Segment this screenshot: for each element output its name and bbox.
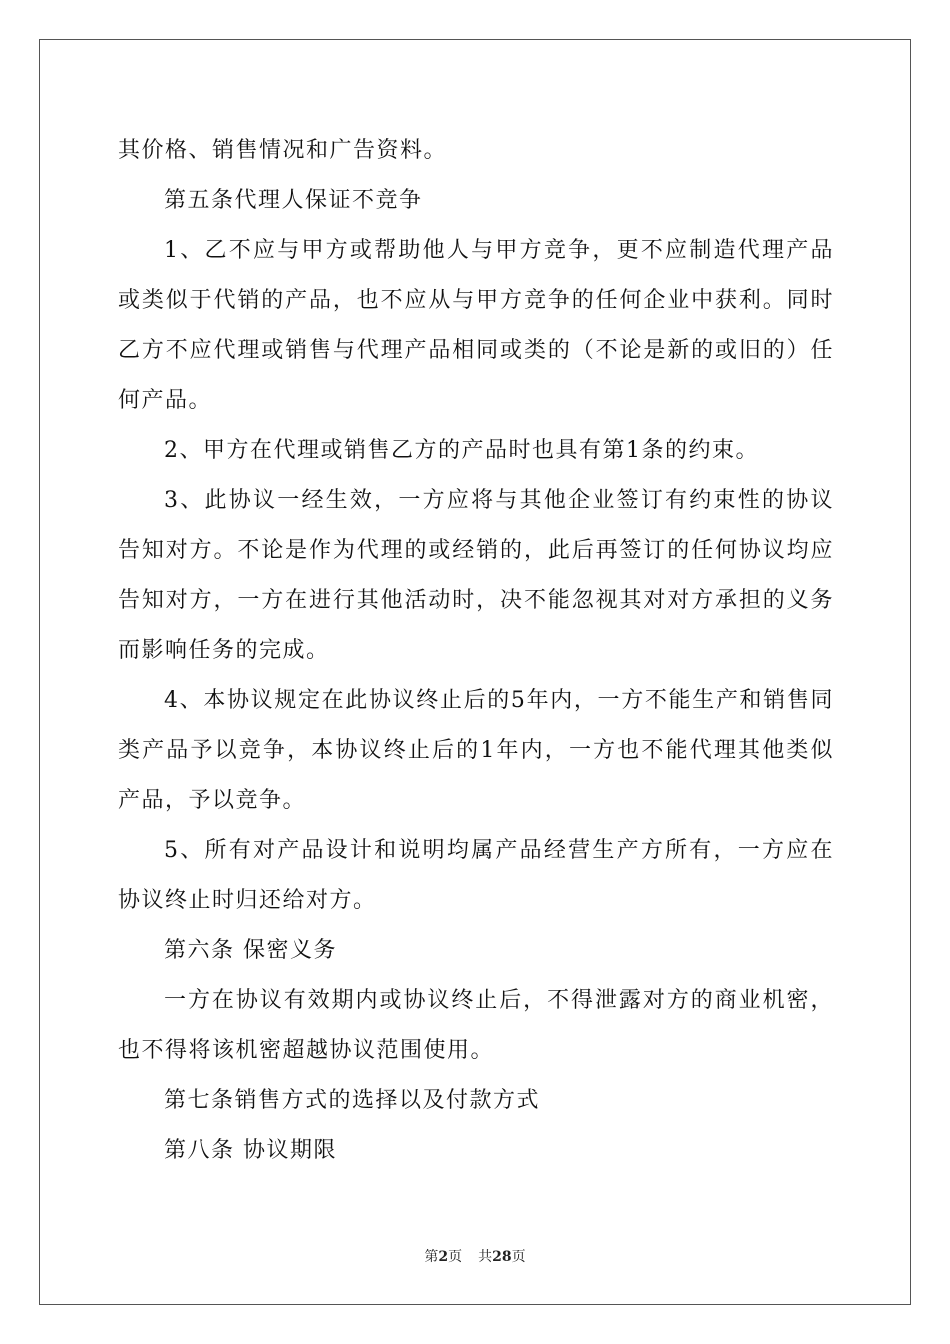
footer-total-prefix: 共	[478, 1249, 493, 1265]
footer-total-suffix: 页	[511, 1249, 526, 1265]
heading-article-5: 第五条代理人保证不竞争	[164, 188, 423, 213]
document-body	[118, 126, 834, 1176]
paragraph-clause-5: 5、所有对产品设计和说明均属产品经营生产方所有，一方应在协议终止时归还给对方。	[118, 838, 834, 913]
footer-total-pages: 28	[492, 1249, 512, 1265]
heading-article-6: 第六条 保密义务	[164, 938, 337, 963]
heading-article-7: 第七条销售方式的选择以及付款方式	[164, 1088, 541, 1113]
paragraph-1: 其价格、销售情况和广告资料。	[118, 138, 448, 163]
paragraph-clause-3: 3、此协议一经生效，一方应将与其他企业签订有约束性的协议告知对方。不论是作为代理的或经销的，此后再签订的任何协议均应告知对方，一方在进行其他活动时，决不能忽视其对对方承担的义务而影响任务的完成。	[118, 488, 834, 663]
paragraph-clause-4: 4、本协议规定在此协议终止后的5年内，一方不能生产和销售同类产品予以竞争，本协议终止后的1年内，一方也不能代理其他类似产品，予以竞争。	[118, 688, 834, 813]
footer-page-suffix: 页	[448, 1249, 463, 1265]
page-footer	[0, 1248, 950, 1266]
paragraph-clause-2: 2、甲方在代理或销售乙方的产品时也具有第1条的约束。	[164, 438, 759, 463]
paragraph-confidentiality: 一方在协议有效期内或协议终止后，不得泄露对方的商业机密，也不得将该机密超越协议范围使用。	[118, 988, 834, 1063]
heading-article-8: 第八条 协议期限	[164, 1138, 337, 1163]
paragraph-clause-1: 1、乙不应与甲方或帮助他人与甲方竞争，更不应制造代理产品或类似于代销的产品，也不应从与甲方竞争的任何企业中获利。同时乙方不应代理或销售与代理产品相同或类的（不论是新的或旧的）任何产品。	[118, 238, 834, 413]
footer-page-prefix: 第	[424, 1249, 439, 1265]
footer-page-number: 2	[438, 1249, 449, 1265]
